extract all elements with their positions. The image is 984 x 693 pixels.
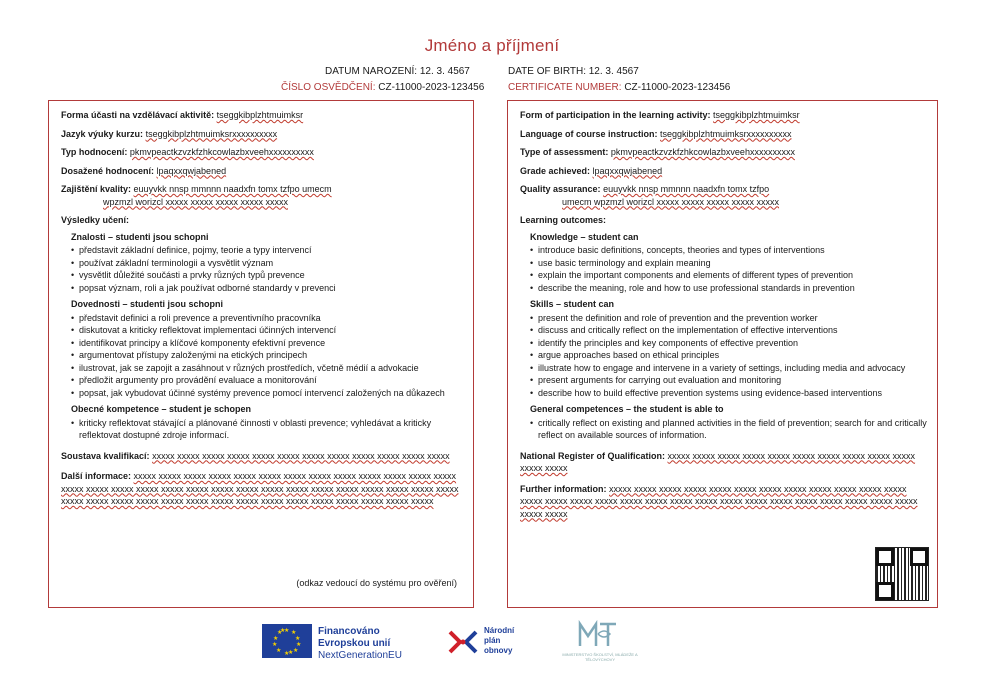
eu-flag-icon: ★ ★ ★ ★ ★ ★ ★ ★ ★ ★ ★ ★: [262, 624, 312, 658]
cz-knowledge-heading: Znalosti – studenti jsou schopni: [71, 231, 209, 242]
verification-link-note[interactable]: (odkaz vedoucí do systému pro ověření): [296, 577, 457, 588]
list-item: • describe the meaning, role and how to use professional standards in prevention: [530, 282, 927, 295]
cz-skills-heading: Dovednosti – studenti jsou schopni: [71, 299, 224, 309]
en-birth-value: 12. 3. 4567: [588, 66, 639, 77]
list-item: • kriticky reflektovat stávající a plánované činnosti v oblasti prevence; vyhledávat a kriticky reflektovat dostupné zdroje informací.: [71, 417, 463, 442]
list-item: • vysvětlit důležité součásti a prvky různých typů prevence: [71, 269, 463, 282]
list-item: • critically reflect on existing and planned activities in the field of prevention; search for and critically reflect on available sources of information.: [530, 417, 927, 442]
eu-line1: Financováno: [318, 626, 380, 637]
list-item: • diskutovat a kriticky reflektovat implementaci účinných intervencí: [71, 324, 463, 337]
list-item: • discuss and critically reflect on the implementation of effective interventions: [530, 324, 927, 337]
cz-language-field: [61, 128, 463, 141]
cz-quality-label: Zajištění kvality:: [61, 184, 132, 194]
en-grade-label: Grade achieved:: [520, 165, 591, 176]
eu-funding-logo: [262, 618, 442, 666]
en-participation-value: tseggkibplzhtmuimksr: [713, 110, 800, 120]
en-qual-system-value: xxxxx xxxxx xxxxx xxxxx xxxxx xxxxx xxxxx xxxxx xxxxx xxxxx xxxxx xxxxx: [520, 450, 916, 473]
en-further-label: Further information:: [520, 483, 607, 494]
npo-line1: Národní: [484, 626, 515, 635]
en-participation-label: Form of participation in the learning activity:: [520, 110, 711, 120]
cz-participation-field: [61, 109, 463, 122]
en-quality-line2: umecm wpzmzl worizcl xxxxx xxxxx xxxxx xxxxx xxxxx: [562, 196, 780, 207]
eu-text: [318, 626, 402, 662]
en-assessment-label: Type of assessment:: [520, 147, 609, 157]
en-cert-line: [508, 82, 730, 93]
list-item: • popsat, jak vybudovat účinné systémy prevence pomocí intervencí založených na důkazech: [71, 387, 463, 400]
cz-cert-value: CZ-11000-2023-123456: [378, 82, 485, 93]
cz-birth-value: 12. 3. 4567: [419, 66, 470, 77]
cz-qual-system-field: [61, 450, 463, 463]
en-language-field: [520, 128, 927, 141]
cz-birth-line: [325, 66, 470, 77]
msmt-logo-icon: [578, 620, 618, 650]
list-item: • předložit argumenty pro provádění evaluace a monitorování: [71, 374, 463, 387]
en-birth-label: DATE OF BIRTH:: [508, 66, 586, 77]
cz-assessment-label: Typ hodnocení:: [61, 147, 128, 157]
en-quality-label: Quality assurance:: [520, 184, 601, 194]
cz-quality-line2: wpzmzl worizcl xxxxx xxxxx xxxxx xxxxx xxxxx: [103, 196, 289, 207]
cz-outcomes-heading: Výsledky učení:: [61, 215, 130, 225]
en-qual-system-label: National Register of Qualification:: [520, 450, 666, 461]
list-item: • identify the principles and key components of effective prevention: [530, 337, 927, 350]
list-item: • identifikovat principy a klíčové komponenty efektivní prevence: [71, 337, 463, 350]
cz-grade-value: lpaqxxqwjabened: [156, 165, 227, 176]
eu-line3: NextGenerationEU: [318, 650, 402, 661]
holder-name: Jméno a příjmení: [424, 36, 560, 55]
cz-grade-field: [61, 165, 463, 178]
list-item: • illustrate how to engage and intervene in a variety of settings, including media and advocacy: [530, 362, 927, 375]
cz-skills-list: [71, 312, 463, 400]
list-item: • present the definition and role of prevention and the prevention worker: [530, 312, 927, 325]
npo-logo: [446, 618, 526, 666]
en-cert-value: CZ-11000-2023-123456: [624, 82, 731, 93]
cz-competences-heading: Obecné kompetence – student je schopen: [71, 404, 252, 414]
en-language-value: tseggkibplzhtmuimksrxxxxxxxxxx: [660, 128, 792, 139]
en-knowledge-heading: Knowledge – student can: [530, 231, 639, 242]
czech-certificate-panel: [48, 100, 474, 608]
en-cert-label: CERTIFICATE NUMBER:: [508, 82, 622, 93]
eu-line2: Evropskou unií: [318, 638, 391, 649]
list-item: • use basic terminology and explain meaning: [530, 257, 927, 270]
cz-qual-system-label: Soustava kvalifikací:: [61, 450, 150, 461]
cz-participation-label: Forma účasti na vzdělávací aktivitě:: [61, 110, 215, 120]
cz-further-label: Další informace:: [61, 471, 132, 481]
en-participation-field: [520, 109, 927, 122]
en-qual-system-field: [520, 450, 927, 475]
en-quality-field: [520, 183, 927, 208]
en-knowledge-list: [530, 244, 927, 294]
list-item: • argue approaches based on ethical principles: [530, 349, 927, 362]
en-grade-value: lpaqxxqwjabened: [592, 165, 663, 176]
en-grade-field: [520, 165, 927, 178]
npo-text: [484, 626, 514, 656]
list-item: • introduce basic definitions, concepts, theories and types of interventions: [530, 244, 927, 257]
cz-quality-line1: euuyvkk nnsp mmnnn naadxfn tomx tzfpo umecm: [133, 184, 332, 194]
cz-birth-label: DATUM NAROZENÍ:: [325, 66, 418, 77]
cz-quality-field: [61, 183, 463, 208]
en-skills-list: [530, 312, 927, 400]
npo-line3: obnovy: [484, 646, 513, 655]
cz-knowledge-list: [71, 244, 463, 294]
list-item: • představit definici a roli prevence a preventivního pracovníka: [71, 312, 463, 325]
en-language-label: Language of course instruction:: [520, 128, 658, 139]
en-birth-line: [508, 66, 639, 77]
cz-cert-line: [281, 82, 484, 93]
en-quality-line1: euuyvkk nnsp mmnnn naadxfn tomx tzfpo: [603, 184, 770, 194]
en-outcomes-heading: Learning outcomes:: [520, 215, 607, 225]
en-skills-heading: Skills – student can: [530, 299, 615, 309]
list-item: • popsat význam, roli a jak používat odborné standardy v prevenci: [71, 282, 463, 295]
msmt-caption: MINISTERSTVO ŠKOLSTVÍ, MLÁDEŽE A TĚLOVÝCHOVY: [562, 652, 638, 662]
cz-grade-label: Dosažené hodnocení:: [61, 165, 155, 176]
cz-assessment-field: [61, 146, 463, 159]
cz-further-value: xxxxx xxxxx xxxxx xxxxx xxxxx xxxxx xxxxx xxxxx xxxxx xxxxx xxxxx xxxxx xxxxx xxxxx xxxxx xxxxx xxxxx xxxxx xxxxx xxxxx xxxxx xxxxx xxxxx xxxxx xxxxx xxxxx xxxxx xxxxx xxxxx xxxxx xxxxx xxxxx xxxxx xxxxx xxxxx xxxxx xxxxx xxxxx xxxxx xxxxx xxxxx xxxxx xxxxx xxxxx: [61, 471, 459, 506]
list-item: • explain the important components and elements of different types of prevention: [530, 269, 927, 282]
cz-assessment-value: pkmvpeactkzvzkfzhkcowlazbxveehxxxxxxxxxx: [129, 147, 314, 157]
en-further-field: [520, 483, 927, 521]
list-item: • ilustrovat, jak se zapojit a zasáhnout v různých prostředích, včetně médií a advokacie: [71, 362, 463, 375]
en-assessment-field: [520, 146, 927, 159]
cz-cert-label: ČÍSLO OSVĚDČENÍ:: [281, 82, 376, 93]
list-item: • argumentovat přístupy založenými na etických principech: [71, 349, 463, 362]
list-item: • používat základní terminologii a vysvětlit význam: [71, 257, 463, 270]
en-competences-heading: General competences – the student is able to: [530, 404, 724, 414]
list-item: • describe how to build effective prevention systems using evidence-based interventions: [530, 387, 927, 400]
cz-competences-list: [71, 417, 463, 442]
list-item: • představit základní definice, pojmy, teorie a typy intervencí: [71, 244, 463, 257]
cz-language-label: Jazyk výuky kurzu:: [61, 128, 144, 139]
msmt-logo: [560, 618, 640, 666]
en-assessment-value: pkmvpeactkzvzkfzhkcowlazbxveehxxxxxxxxxx: [610, 147, 795, 157]
npo-logo-icon: [446, 628, 480, 656]
cz-further-field: [61, 470, 463, 508]
qr-code-icon[interactable]: [875, 547, 929, 601]
npo-line2: plán: [484, 636, 501, 645]
en-competences-list: [530, 417, 927, 442]
cz-participation-value: tseggkibplzhtmuimksr: [216, 110, 304, 120]
en-further-value: xxxxx xxxxx xxxxx xxxxx xxxxx xxxxx xxxxx xxxxx xxxxx xxxxx xxxxx xxxxx xxxxx xxxxx xxxxx xxxxx xxxxx xxxxx xxxxx xxxxx xxxxx xxxxx xxxxx xxxxx xxxxx xxxxx xxxxx xxxxx xxxxx xxxxx: [520, 483, 918, 519]
list-item: • present arguments for carrying out evaluation and monitoring: [530, 374, 927, 387]
cz-qual-system-value: xxxxx xxxxx xxxxx xxxxx xxxxx xxxxx xxxxx xxxxx xxxxx xxxxx xxxxx xxxxx: [152, 450, 450, 461]
cz-language-value: tseggkibplzhtmuimksrxxxxxxxxxx: [145, 128, 278, 139]
english-certificate-panel: [507, 100, 938, 608]
